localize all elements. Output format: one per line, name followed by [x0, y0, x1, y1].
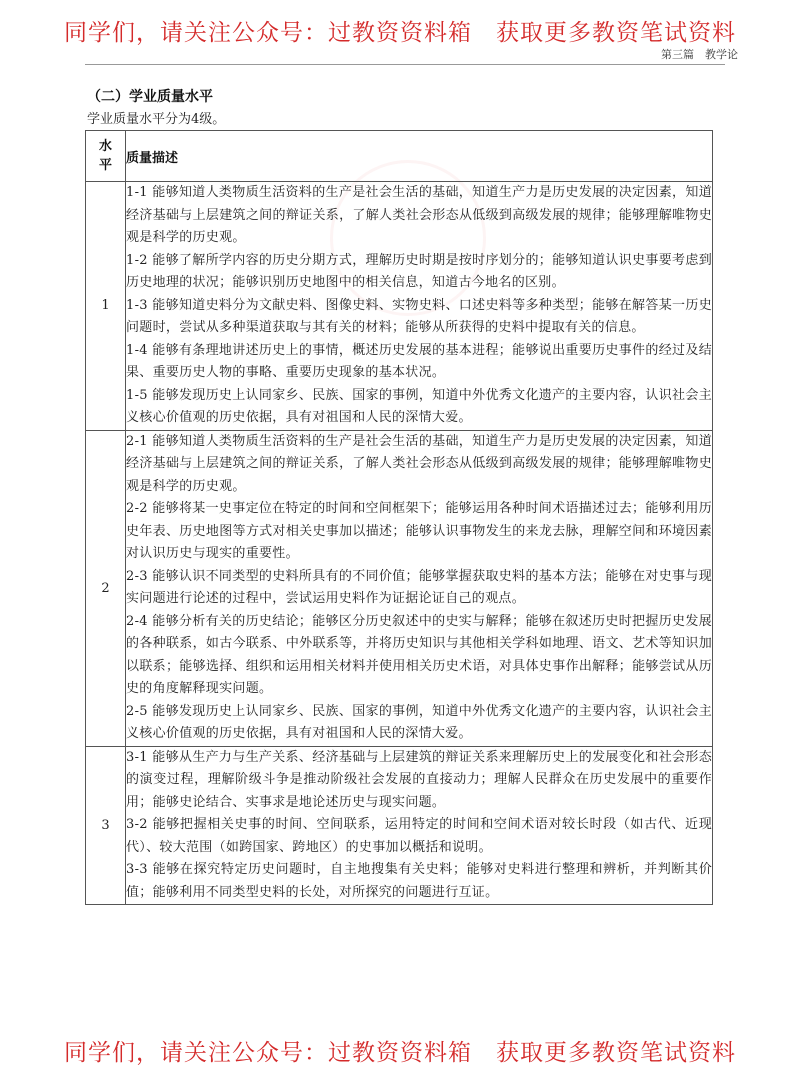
level-cell: 3: [86, 746, 126, 905]
table-header-row: [86, 131, 713, 182]
description-item: 2-5 能够发现历史上认同家乡、民族、国家的事例，知道中外优秀文化遗产的主要内容，认识社会主义核心价值观的历史依据，具有对祖国和人民的深情大爱。: [126, 703, 712, 741]
description-item: 2-4 能够分析有关的历史结论；能够区分历史叙述中的史实与解释；能够在叙述历史时把握历史发展的各种联系，如古今联系、中外联系等，并将历史知识与其他相关学科如地理、语文、艺术等知识加以联系；能够选择、组织和运用相关材料并使用相关历史术语，对具体史事作出解释；能够尝试从历史的角度解释现实问题。: [126, 613, 712, 696]
description-item: 1-1 能够知道人类物质生活资料的生产是社会生活的基础，知道生产力是历史发展的决定因素，知道经济基础与上层建筑之间的辩证关系，了解人类社会形态从低级到高级发展的规律；能够理解唯物史观是科学的历史观。: [126, 185, 712, 245]
level-cell: 1: [86, 182, 126, 431]
quality-level-table: [85, 130, 713, 905]
table-row: [86, 430, 713, 746]
table-row: [86, 746, 713, 905]
table-row: [86, 182, 713, 431]
description-cell: [126, 182, 713, 431]
description-cell: [126, 746, 713, 905]
promo-banner-top: 同学们，请关注公众号：过教资资料箱 获取更多教资笔试资料: [64, 20, 736, 46]
description-item: 1-2 能够了解所学内容的历史分期方式，理解历史时期是按时序划分的；能够知道认识史事要考虑到历史地理的状况；能够识别历史地图中的相关信息，知道古今地名的区别。: [126, 252, 712, 290]
description-cell: [126, 430, 713, 746]
level-cell: 2: [86, 430, 126, 746]
description-item: 3-1 能够从生产力与生产关系、经济基础与上层建筑的辩证关系来理解历史上的发展变化和社会形态的演变过程，理解阶级斗争是推动阶级社会发展的直接动力；理解人民群众在历史发展中的重要作用；能够史论结合、实事求是地论述历史与现实问题。: [126, 749, 712, 810]
header-level-line1: 水: [98, 139, 112, 154]
description-item: 3-2 能够把握相关史事的时间、空间联系，运用特定的时间和空间术语对较长时段（如古代、近现代）、较大范围（如跨国家、跨地区）的史事加以概括和说明。: [126, 817, 712, 855]
description-item: 1-4 能够有条理地讲述历史上的事情，概述历史发展的基本进程；能够说出重要历史事件的经过及结果、重要历史人物的事略、重要历史现象的基本状况。: [126, 342, 712, 380]
description-item: 2-3 能够认识不同类型的史料所具有的不同价值；能够掌握获取史料的基本方法；能够在对史事与现实问题进行论述的过程中，尝试运用史料作为证据论证自己的观点。: [126, 568, 712, 606]
description-item: 1-3 能够知道史料分为文献史料、图像史料、实物史料、口述史料等多种类型；能够在解答某一历史问题时，尝试从多种渠道获取与其有关的材料；能够从所获得的史料中提取有关的信息。: [126, 297, 712, 335]
intro-text: 学业质量水平分为4级。: [87, 112, 226, 127]
description-item: 3-3 能够在探究特定历史问题时，自主地搜集有关史料；能够对史料进行整理和辨析，并判断其价值；能够利用不同类型史料的长处，对所探究的问题进行互证。: [126, 862, 712, 900]
header-rule: [85, 64, 725, 65]
description-item: 1-5 能够发现历史上认同家乡、民族、国家的事例，知道中外优秀文化遗产的主要内容，认识社会主义核心价值观的历史依据，具有对祖国和人民的深情大爱。: [126, 387, 712, 425]
header-description: 质量描述: [126, 131, 713, 182]
section-heading: （二）学业质量水平: [87, 89, 213, 105]
header-level-line2: 平: [98, 158, 112, 173]
running-header: 第三篇 教学论: [661, 48, 738, 61]
description-item: 2-2 能够将某一史事定位在特定的时间和空间框架下；能够运用各种时间术语描述过去；能够利用历史年表、历史地图等方式对相关史事加以描述；能够认识事物发生的来龙去脉，理解空间和环境因素对认识历史与现实的重要性。: [126, 501, 712, 561]
header-level: [86, 131, 126, 182]
description-item: 2-1 能够知道人类物质生活资料的生产是社会生活的基础，知道生产力是历史发展的决定因素，知道经济基础与上层建筑之间的辩证关系，了解人类社会形态从低级到高级发展的规律；能够理解唯物史观是科学的历史观。: [126, 433, 712, 494]
promo-banner-bottom: 同学们，请关注公众号：过教资资料箱 获取更多教资笔试资料: [64, 1040, 736, 1066]
